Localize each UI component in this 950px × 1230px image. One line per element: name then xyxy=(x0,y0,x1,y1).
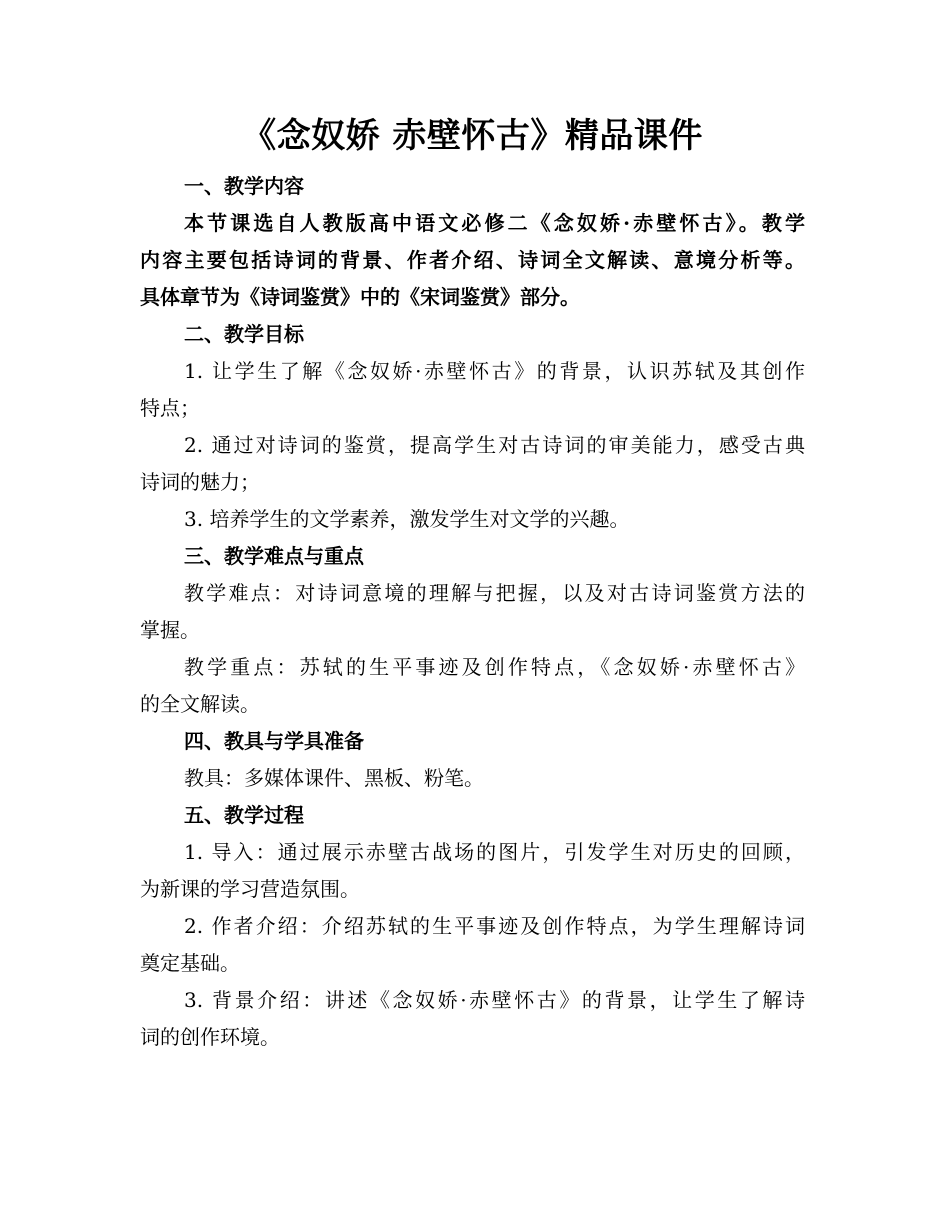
paragraph-line: 2. 通过对诗词的鉴赏，提高学生对古诗词的审美能力，感受古典 xyxy=(184,433,805,457)
paragraph-line: 1. 导入：通过展示赤壁古战场的图片，引发学生对历史的回顾， xyxy=(184,840,805,864)
paragraph-line: 教具：多媒体课件、黑板、粉笔。 xyxy=(184,766,484,790)
document-page xyxy=(140,108,805,1056)
paragraph-line: 3. 背景介绍：讲述《念奴娇·赤壁怀古》的背景，让学生了解诗 xyxy=(184,988,805,1012)
paragraph-line: 的全文解读。 xyxy=(140,692,260,716)
section-heading-difficulties: 三、教学难点与重点 xyxy=(184,544,364,568)
paragraph-line: 词的创作环境。 xyxy=(140,1025,280,1049)
paragraph-line: 掌握。 xyxy=(140,618,200,642)
paragraph-line: 2. 作者介绍：介绍苏轼的生平事迹及创作特点，为学生理解诗词 xyxy=(184,914,805,938)
paragraph-line: 教学重点：苏轼的生平事迹及创作特点，《念奴娇·赤壁怀古》 xyxy=(184,655,805,679)
paragraph-line: 教学难点：对诗词意境的理解与把握，以及对古诗词鉴赏方法的 xyxy=(184,581,805,605)
section-heading-process: 五、教学过程 xyxy=(184,803,304,827)
document-title: 《念奴娇 赤壁怀古》精品课件 xyxy=(242,116,703,156)
paragraph-line: 3. 培养学生的文学素养，激发学生对文学的兴趣。 xyxy=(184,507,630,531)
section-heading-teaching-content: 一、教学内容 xyxy=(184,174,304,198)
section-heading-teaching-goals: 二、教学目标 xyxy=(184,322,304,346)
paragraph-line: 特点； xyxy=(140,396,200,420)
paragraph-line: 1. 让学生了解《念奴娇·赤壁怀古》的背景，认识苏轼及其创作 xyxy=(184,359,805,383)
paragraph-line: 奠定基础。 xyxy=(140,951,240,975)
paragraph-line: 本节课选自人教版高中语文必修二《念奴娇·赤壁怀古》。教学 xyxy=(184,211,805,235)
paragraph-line: 为新课的学习营造氛围。 xyxy=(140,877,360,901)
paragraph-line: 内容主要包括诗词的背景、作者介绍、诗词全文解读、意境分析等。 xyxy=(140,248,805,272)
paragraph-line: 诗词的魅力； xyxy=(140,470,260,494)
section-heading-materials: 四、教具与学具准备 xyxy=(184,729,364,753)
paragraph-line: 具体章节为《诗词鉴赏》中的《宋词鉴赏》部分。 xyxy=(140,285,580,309)
